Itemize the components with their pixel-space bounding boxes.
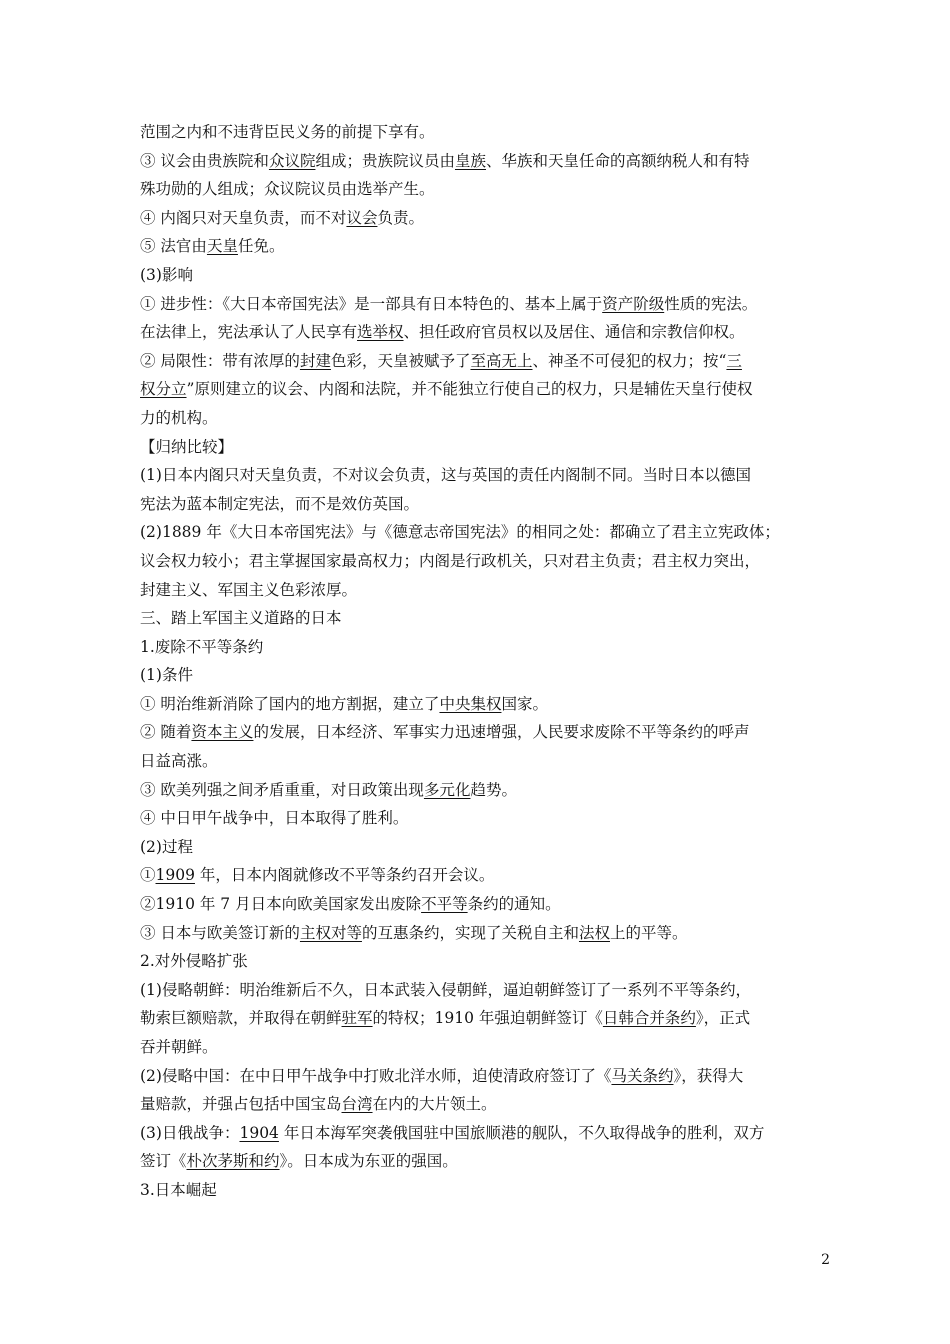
text-run: 签订《 [140, 1152, 187, 1171]
page-number: 2 [821, 1252, 830, 1268]
text-line [140, 147, 826, 176]
text-run: (2)1889 年《大日本帝国宪法》与《德意志帝国宪法》的相同之处：都确立了君主立宪政体； [140, 523, 780, 542]
text-line [140, 547, 826, 576]
underlined-answer: 权分立 [140, 380, 187, 399]
text-line [140, 947, 826, 976]
text-line [140, 747, 826, 776]
text-run: (3)影响 [140, 265, 193, 284]
text-run: 范围之内和不违背臣民义务的前提下享有。 [140, 123, 435, 141]
text-line [140, 347, 826, 376]
text-run: 三、踏上军国主义道路的日本 [140, 609, 342, 628]
underlined-answer: 1909 [155, 866, 195, 885]
text-run: (2)侵略中国：在中日甲午战争中打败北洋水师，迫使清政府签订了《 [140, 1066, 612, 1085]
text-line [140, 833, 826, 862]
text-run: ② 随着 [140, 723, 192, 742]
text-run: 1.废除不平等条约 [140, 637, 264, 656]
text-line [140, 118, 826, 147]
text-line [140, 461, 826, 490]
text-run: 3.日本崛起 [140, 1180, 217, 1199]
text-line [140, 718, 826, 747]
text-run: 趋势。 [470, 780, 517, 799]
text-run: 国家。 [501, 694, 548, 713]
text-line [140, 919, 826, 948]
text-run: ②1910 年 7 月日本向欧美国家发出废除 [140, 895, 422, 914]
text-run: 的特权；1910 年强迫朝鲜签订《 [372, 1009, 603, 1028]
text-run: ③ 日本与欧美签订新的 [140, 923, 300, 942]
underlined-answer: 多元化 [423, 780, 471, 799]
text-line [140, 1176, 826, 1205]
text-line [140, 232, 826, 261]
text-run: 封建主义、军国主义色彩浓厚。 [140, 580, 358, 599]
text-run: 、神圣不可侵犯的权力；按“ [532, 351, 727, 370]
underlined-answer: 中央集权 [439, 694, 502, 713]
text-run: ”原则建立的议会、内阁和法院，并不能独立行使自己的权力，只是辅佐天皇行使权 [186, 380, 753, 399]
text-run: 组成；贵族院议员由 [315, 151, 455, 170]
underlined-answer: 封建 [299, 351, 331, 370]
text-line [140, 490, 826, 519]
text-run: (3)日俄战争： [140, 1123, 240, 1142]
underlined-answer: 众议院 [268, 151, 316, 170]
underlined-answer: 日韩合并条约 [602, 1009, 696, 1028]
text-run: ① 进步性：《大日本帝国宪法》是一部具有日本特色的、基本上属于 [140, 294, 603, 313]
text-run: ④ 内阁只对天皇负责，而不对 [140, 208, 347, 227]
text-run: 色彩，天皇被赋予了 [330, 351, 471, 370]
text-run: 上的平等。 [609, 923, 688, 942]
text-line [140, 175, 826, 204]
text-line [140, 1062, 826, 1091]
underlined-answer: 天皇 [206, 237, 238, 256]
text-line [140, 518, 826, 547]
text-run: ① 明治维新消除了国内的地方割据，建立了 [140, 694, 440, 713]
underlined-answer: 议会 [346, 208, 378, 227]
underlined-answer: 法权 [578, 923, 610, 942]
text-run: ⑤ 法官由 [140, 237, 207, 256]
text-run: 勒索巨额赔款，并取得在朝鲜 [140, 1009, 342, 1028]
underlined-answer: 皇族 [454, 151, 486, 170]
text-line [140, 318, 826, 347]
text-run: 性质的宪法。 [664, 294, 758, 313]
text-run: 在法律上，宪法承认了人民享有 [140, 323, 358, 342]
underlined-answer: 朴次茅斯和约 [186, 1152, 280, 1171]
text-line [140, 1090, 826, 1119]
text-line [140, 375, 826, 404]
text-run: (2)过程 [140, 837, 193, 856]
text-line [140, 633, 826, 662]
text-run: 殊功勋的人组成；众议院议员由选举产生。 [140, 180, 435, 199]
text-run: ② 局限性：带有浓厚的 [140, 351, 300, 370]
text-line [140, 261, 826, 290]
text-line [140, 976, 826, 1005]
text-line [140, 404, 826, 433]
text-run: 》，正式 [695, 1009, 751, 1028]
underlined-answer: 至高无上 [470, 351, 533, 370]
underlined-answer: 1904 [239, 1123, 279, 1142]
underlined-answer: 台湾 [341, 1095, 373, 1114]
text-run: (1)侵略朝鲜：明治维新后不久，日本武装入侵朝鲜，逼迫朝鲜签订了一系列不平等条约， [140, 980, 751, 999]
text-run: (1)日本内阁只对天皇负责，不对议会负责，这与英国的责任内阁制不同。当时日本以德国 [140, 466, 751, 485]
text-line [140, 804, 826, 833]
text-line [140, 1147, 826, 1176]
underlined-answer: 三 [726, 351, 742, 370]
text-run: 年日本海军突袭俄国驻中国旅顺港的舰队，不久取得战争的胜利，双方 [278, 1123, 765, 1142]
text-line [140, 1033, 826, 1062]
text-line [140, 690, 826, 719]
text-line [140, 1119, 826, 1148]
text-run: 【归纳比较】 [140, 437, 234, 456]
underlined-answer: 马关条约 [611, 1066, 674, 1085]
underlined-answer: 资本主义 [191, 723, 254, 742]
underlined-answer: 资产阶级 [602, 294, 665, 313]
text-run: 量赔款，并强占包括中国宝岛 [140, 1095, 342, 1114]
text-run: 任免。 [237, 237, 285, 256]
text-run: (1)条件 [140, 666, 193, 685]
text-run: 力的机构。 [140, 408, 218, 427]
text-run: 负责。 [377, 208, 424, 227]
text-run: 2.对外侵略扩张 [140, 952, 248, 971]
text-run: 的互惠条约，实现了关税自主和 [361, 923, 579, 942]
text-run: ④ 中日甲午战争中，日本取得了胜利。 [140, 809, 409, 828]
document-body [140, 118, 826, 1205]
text-run: 吞并朝鲜。 [140, 1038, 218, 1056]
text-line [140, 576, 826, 605]
underlined-answer: 不平等 [421, 895, 468, 914]
text-line [140, 861, 826, 890]
underlined-answer: 选举权 [357, 323, 404, 342]
underlined-answer: 驻军 [341, 1009, 373, 1028]
underlined-answer: 主权对等 [299, 923, 362, 942]
text-run: 日益高涨。 [140, 752, 218, 771]
text-line [140, 890, 826, 919]
text-line [140, 433, 826, 462]
text-line [140, 776, 826, 805]
text-run: 、担任政府官员权以及居住、通信和宗教信仰权。 [403, 323, 745, 342]
text-run: ① [140, 866, 156, 885]
text-run: 的发展，日本经济、军事实力迅速增强，人民要求废除不平等条约的呼声 [253, 723, 750, 742]
text-run: 》。日本成为东亚的强国。 [279, 1152, 458, 1171]
text-line [140, 1004, 826, 1033]
text-run: 、华族和天皇任命的高额纳税人和有特 [485, 151, 750, 170]
text-line [140, 661, 826, 690]
text-run: 宪法为蓝本制定宪法，而不是效仿英国。 [140, 494, 420, 513]
text-line [140, 604, 826, 633]
text-run: 在内的大片领土。 [372, 1095, 497, 1114]
text-run: 年，日本内阁就修改不平等条约召开会议。 [194, 866, 495, 885]
text-line [140, 204, 826, 233]
text-run: 议会权力较小；君主掌握国家最高权力；内阁是行政机关，只对君主负责；君主权力突出， [140, 551, 761, 570]
text-run: ③ 欧美列强之间矛盾重重，对日政策出现 [140, 780, 424, 799]
text-run: ③ 议会由贵族院和 [140, 151, 269, 170]
text-line [140, 290, 826, 319]
text-run: 条约的通知。 [467, 895, 561, 914]
text-run: 》，获得大 [673, 1066, 744, 1085]
